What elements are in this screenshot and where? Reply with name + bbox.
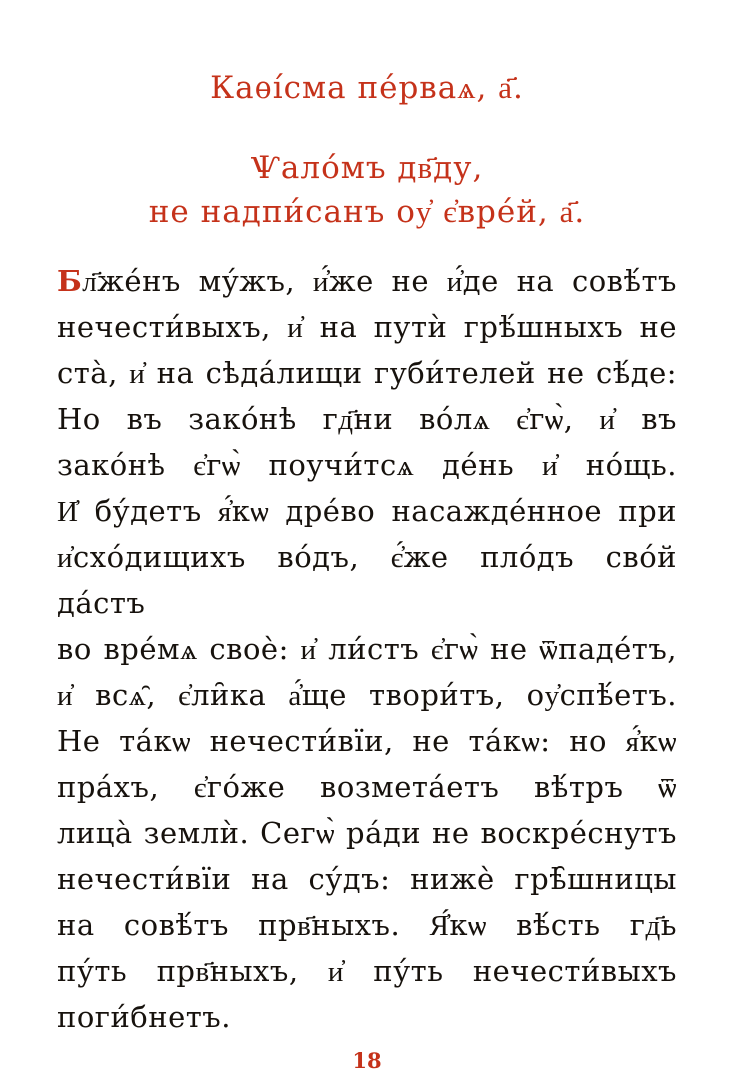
text-line-16: поги́бнетъ. (57, 1000, 231, 1034)
text-line-1 (57, 258, 677, 304)
text-line-4: Но въ зако́нѣ гд҃ни во́лѧ є҆гѡ̀, и҆ въ (57, 402, 677, 436)
text-line-8: во вре́мѧ своѐ: и҆ ли́стъ є҆гѡ̀ не ѿпаде́тъ, (57, 632, 677, 666)
text-line-5: зако́нѣ є҆гѡ̀ поучи́тсѧ де́нь и҆ но́щь. (57, 448, 677, 482)
kathisma-heading: Каѳі́сма пе́рваѧ, а҃. (210, 70, 524, 106)
text-line-7: и҆схо́дищихъ во́дъ, є҆́же пло́дъ сво́й да́стъ (57, 540, 677, 620)
psalm-subtitle: не надпи́санъ оу҆ є҆вре́й, а҃. (148, 194, 586, 230)
text-line-1-rest: л҃же́нъ му́жъ, и҆́же не и҆́де на совѣ́тъ (82, 264, 677, 298)
text-line-10: Не та́кѡ нечести́вїи, не та́кѡ: но я҆́кѡ (57, 724, 677, 758)
text-line-14: на совѣ́тъ прв҃ныхъ. Я҆́кѡ вѣ́сть гд҃ь (57, 908, 677, 942)
text-line-13: нечести́вїи на су́дъ: нижѐ грѣ̑шницы (57, 862, 677, 896)
text-line-3: ста̀, и҆ на сѣда́лищи губи́телей не сѣ́де: (57, 356, 677, 390)
text-line-12: лица̀ землѝ. Сегѡ̀ ра́ди не воскре́снутъ (57, 816, 677, 850)
text-line-2: нечести́выхъ, и҆ на путѝ грѣ́шныхъ не (57, 310, 677, 344)
text-line-15: пу́ть прв҃ныхъ, и҆ пу́ть нечести́выхъ (57, 954, 677, 988)
text-line-11: пра́хъ, є҆го́же возмета́етъ вѣ́тръ ѿ (57, 770, 677, 804)
text-line-9: и҆ всѧ̑, є҆ли̑ка а҆́ще твори́тъ, оу҆спѣ́етъ. (57, 678, 677, 712)
text-line-6: И҆ бу́детъ я҆́кѡ дре́во насажде́нное при (57, 494, 677, 528)
psalm-text (57, 258, 677, 1040)
page-number: 18 (352, 1048, 382, 1073)
drop-cap-initial: Б (57, 264, 83, 298)
psalm-title: Ѱало́мъ дв҃ду, (250, 150, 484, 186)
